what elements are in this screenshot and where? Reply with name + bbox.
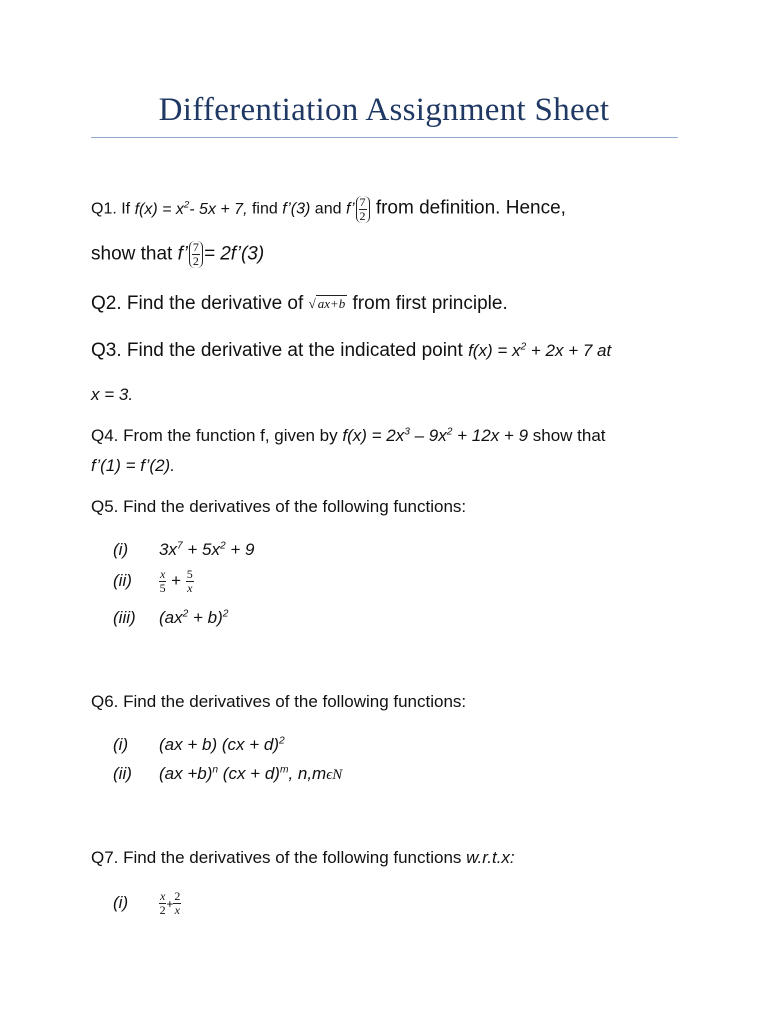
q3-prefix: Q3. Find the derivative at the indicated point bbox=[91, 340, 469, 361]
q1-line2-prefix: show that bbox=[91, 243, 178, 265]
q5-item-ii: (ii) $\frac{x}{5}$ + $\frac{5}{x}$ bbox=[113, 567, 193, 595]
question-1-line-1 bbox=[91, 196, 566, 223]
q2-suffix: from first principle. bbox=[347, 293, 508, 314]
q5-item-i: (i) $3x^7 + 5x^2 + 9$ bbox=[113, 540, 255, 559]
question-4-line-1 bbox=[91, 426, 606, 446]
q6-item-i: (i) (ax + b) (cx + d)$^2$ bbox=[113, 735, 285, 754]
q2-prefix: Q2. Find the derivative of bbox=[91, 293, 309, 314]
q1-f3: f’(3) bbox=[282, 200, 311, 218]
q1-line2-rest: = 2f’(3) bbox=[203, 243, 265, 265]
title-divider bbox=[91, 137, 678, 138]
question-6-heading: Q6. Find the derivatives of the following functions: bbox=[91, 692, 467, 711]
q1-exponent: 2 bbox=[183, 199, 190, 211]
q1-line2-fprime: f’ bbox=[177, 243, 188, 265]
q1-fprime: f’ bbox=[345, 200, 355, 218]
q4-prefix: Q4. From the function f, given by bbox=[91, 426, 343, 445]
q4-claim: f’(1) = f’(2). bbox=[91, 456, 175, 475]
q2-sqrt: √ ax+b bbox=[308, 295, 346, 311]
q7-wrt: w.r.t.x: bbox=[466, 848, 515, 867]
question-7-heading: Q7. Find the derivatives of the following functions w.r.t.x: bbox=[91, 848, 515, 867]
question-5-heading: Q5. Find the derivatives of the following functions: bbox=[91, 497, 467, 516]
q1-find: find bbox=[247, 200, 283, 218]
question-2 bbox=[91, 293, 508, 315]
q1-prefix: Q1. If bbox=[91, 200, 135, 218]
q6-item-ii: (ii) (ax +b)$^n$ (cx + d)$^m$, n,mϵN bbox=[113, 764, 343, 783]
q1-line2-paren-fraction: $\frac{7}{2}$ bbox=[189, 241, 203, 268]
q5-ii-frac-1: $\frac{x}{5}$ bbox=[159, 567, 166, 595]
q4-function: $f(x) = 2x^3 - 9x^2 + 12x + 9$ bbox=[342, 426, 529, 445]
question-1-line-2 bbox=[91, 241, 264, 268]
q1-and: and bbox=[310, 200, 346, 218]
q1-function: $f(x) = x^2-$ 5x + 7, bbox=[134, 199, 248, 218]
question-3-line-1 bbox=[91, 340, 611, 362]
q3-function: $f(x) = x^2 + 2x + 7$ at bbox=[468, 341, 612, 360]
q5-ii-frac-2: $\frac{5}{x}$ bbox=[186, 567, 193, 595]
page-title: Differentiation Assignment Sheet bbox=[158, 92, 610, 128]
q5-item-iii: (iii) $(ax^2 + b)^2$ bbox=[113, 608, 229, 627]
question-3-line-2 bbox=[91, 385, 133, 405]
question-4-line-2 bbox=[91, 456, 175, 476]
q1-paren-fraction: $\frac{7}{2}$ bbox=[356, 196, 370, 223]
q4-suffix: show that bbox=[528, 426, 606, 445]
q7-item-i: (i) $\frac{x}{2}$ + $\frac{2}{x}$ bbox=[113, 889, 181, 917]
q3-point: x = 3. bbox=[91, 385, 134, 404]
q1-suffix: from definition. Hence, bbox=[370, 197, 566, 219]
